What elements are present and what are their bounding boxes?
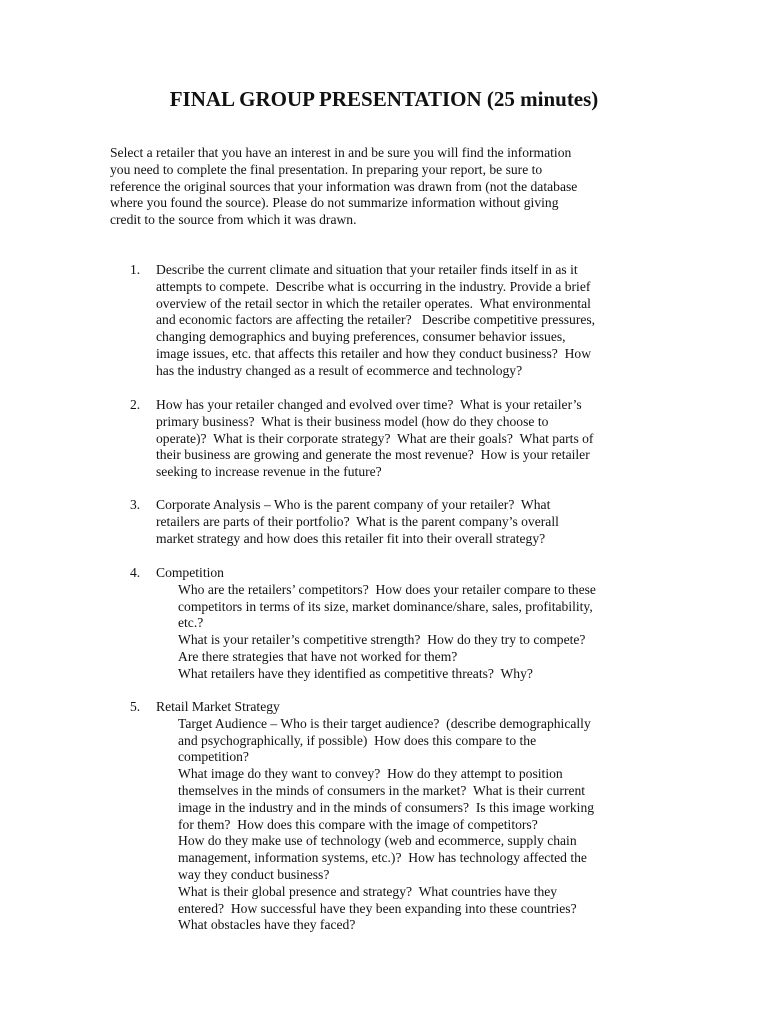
list-item-line: etc.? (178, 615, 204, 631)
intro-line: credit to the source from which it was drawn. (110, 212, 357, 228)
list-item-body (156, 497, 676, 547)
list-item-line: and psychographically, if possible) How does this compare to the (178, 732, 537, 748)
list-item-line: way they conduct business? (178, 866, 330, 882)
list-item-body (156, 262, 676, 380)
list-item-subsection (156, 582, 676, 683)
list-item-line: image issues, etc. that affects this retailer and how they conduct business? How (156, 345, 592, 361)
intro-paragraph (110, 145, 670, 229)
list-item-line: What retailers have they identified as competitive threats? Why? (178, 665, 533, 681)
list-item-line: Describe the current climate and situation that your retailer finds itself in as it (156, 262, 578, 277)
list-item-line: Who are the retailers’ competitors? How does your retailer compare to these (178, 581, 596, 597)
list-item-body (156, 565, 676, 683)
list-item-line: Corporate Analysis – Who is the parent company of your retailer? What (156, 497, 551, 512)
list-item-line: attempts to compete. Describe what is occurring in the industry. Provide a brief (156, 278, 591, 294)
list-item-number: 3. (130, 497, 141, 512)
list-item-body (156, 699, 676, 934)
intro-line: reference the original sources that your information was drawn from (not the database (110, 178, 578, 194)
list-item-line: management, information systems, etc.)? How has technology affected the (178, 850, 587, 866)
list-item-line: How has your retailer changed and evolved over time? What is your retailer’s (156, 397, 582, 412)
list-item-number: 2. (130, 397, 141, 412)
list-item-line: What image do they want to convey? How do they attempt to position (178, 766, 563, 782)
page-title: FINAL GROUP PRESENTATION (25 minutes) (169, 87, 599, 111)
list-item-line: What obstacles have they faced? (178, 917, 356, 933)
list-item-line: competitors in terms of its size, market dominance/share, sales, profitability, (178, 598, 593, 614)
list-item-line: competition? (178, 749, 249, 765)
list-item-line: themselves in the minds of consumers in the market? What is their current (178, 782, 586, 798)
list-item-heading: Retail Market Strategy (156, 699, 280, 714)
list-item-line: image in the industry and in the minds of consumers? Is this image working (178, 799, 595, 815)
list-item-line: primary business? What is their business model (how do they choose to (156, 413, 549, 429)
list-item-line: operate)? What is their corporate strategy? What are their goals? What parts of (156, 430, 594, 446)
intro-line: where you found the source). Please do not summarize information without giving (110, 195, 559, 211)
list-item-line: Target Audience – Who is their target audience? (describe demographically (178, 715, 591, 731)
list-item-number: 1. (130, 262, 141, 277)
intro-line: Select a retailer that you have an interest in and be sure you will find the information (110, 145, 572, 160)
intro-line: you need to complete the final presentation. In preparing your report, be sure to (110, 161, 543, 177)
list-item-heading: Competition (156, 565, 224, 580)
list-item-line: What is their global presence and strategy? What countries have they (178, 883, 558, 899)
list-item-line: and economic factors are affecting the retailer? Describe competitive pressures, (156, 312, 596, 328)
list-item-subsection (156, 716, 676, 934)
list-item-line: market strategy and how does this retailer fit into their overall strategy? (156, 530, 546, 546)
list-item-line: retailers are parts of their portfolio? What is the parent company’s overall (156, 513, 559, 529)
list-item-line: How do they make use of technology (web and ecommerce, supply chain (178, 833, 577, 849)
list-item-line: changing demographics and buying preferences, consumer behavior issues, (156, 329, 566, 345)
list-item-number: 5. (130, 699, 141, 714)
list-item-line: overview of the retail sector in which the retailer operates. What environmental (156, 295, 591, 311)
list-item-number: 4. (130, 565, 141, 580)
list-item-line: Are there strategies that have not worked for them? (178, 648, 458, 664)
list-item-line: seeking to increase revenue in the future? (156, 464, 382, 480)
list-item-line: for them? How does this compare with the image of competitors? (178, 816, 538, 832)
list-item-line: their business are growing and generate the most revenue? How is your retailer (156, 447, 590, 463)
list-item-line: entered? How successful have they been expanding into these countries? (178, 900, 577, 916)
list-item-line: What is your retailer’s competitive strength? How do they try to compete? (178, 632, 586, 648)
list-item-line: has the industry changed as a result of ecommerce and technology? (156, 362, 523, 378)
list-item-body (156, 397, 676, 481)
